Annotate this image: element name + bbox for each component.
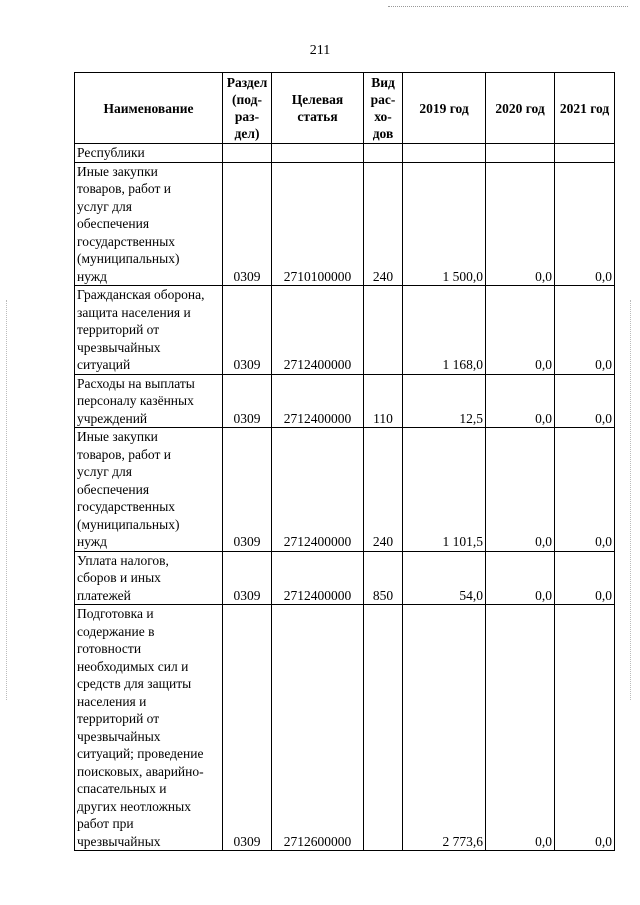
left-margin-dots bbox=[6, 300, 7, 700]
row-2021: 0,0 bbox=[555, 551, 615, 605]
header-type bbox=[364, 73, 403, 144]
continuation-row bbox=[75, 144, 615, 163]
row-name-line: товаров, работ и bbox=[77, 181, 171, 196]
row-2020: 0,0 bbox=[486, 162, 555, 286]
row-section: 0309 bbox=[223, 286, 272, 375]
row-target: 2712400000 bbox=[272, 374, 364, 428]
row-2019: 54,0 bbox=[403, 551, 486, 605]
row-name-line: Иные закупки bbox=[77, 163, 158, 179]
row-target: 2712600000 bbox=[272, 605, 364, 851]
header-target-line: статья bbox=[297, 109, 338, 124]
row-name-line: населения и bbox=[77, 693, 147, 709]
row-target: 2712400000 bbox=[272, 286, 364, 375]
row-2021: 0,0 bbox=[555, 605, 615, 851]
cell-empty bbox=[272, 144, 364, 163]
cell-empty bbox=[223, 144, 272, 163]
row-name-line: чрезвычайных bbox=[77, 339, 161, 355]
row-name-line: содержание в bbox=[77, 623, 155, 639]
row-target: 2712400000 bbox=[272, 551, 364, 605]
row-name-line: государственных bbox=[77, 499, 176, 514]
row-name-line: спасательных и bbox=[77, 781, 167, 796]
row-name-line: других неотложных bbox=[77, 798, 191, 814]
row-name-line: платежей bbox=[77, 587, 131, 603]
row-type bbox=[364, 286, 403, 375]
row-name-line: Иные закупки bbox=[77, 429, 158, 444]
row-name-line: сборов и иных bbox=[77, 570, 161, 585]
row-2020: 0,0 bbox=[486, 286, 555, 375]
row-name-line: ситуаций; проведение bbox=[77, 746, 204, 761]
row-2020: 0,0 bbox=[486, 551, 555, 605]
row-section: 0309 bbox=[223, 374, 272, 428]
row-name-line: работ при bbox=[77, 816, 134, 831]
row-2019: 1 101,5 bbox=[403, 428, 486, 552]
header-section-line: дел) bbox=[234, 126, 260, 141]
row-type: 850 bbox=[364, 551, 403, 605]
header-name: Наименование bbox=[75, 73, 223, 144]
budget-table bbox=[74, 72, 615, 851]
row-name-line: средств для защиты bbox=[77, 676, 192, 691]
table-row bbox=[75, 605, 615, 851]
cell-empty bbox=[486, 144, 555, 163]
right-margin-dots bbox=[630, 300, 631, 700]
row-name-line: ситуаций bbox=[77, 357, 131, 372]
continuation-name: Республики bbox=[75, 144, 223, 163]
row-name-line: услуг для bbox=[77, 464, 132, 479]
row-name-line: услуг для bbox=[77, 198, 132, 214]
row-name-line: обеспечения bbox=[77, 216, 150, 231]
row-name-line: государственных bbox=[77, 233, 176, 249]
row-name bbox=[75, 551, 223, 605]
cell-empty bbox=[403, 144, 486, 163]
table-row bbox=[75, 428, 615, 552]
header-type-line: дов bbox=[372, 126, 394, 141]
header-target bbox=[272, 73, 364, 144]
cell-empty bbox=[364, 144, 403, 163]
row-section: 0309 bbox=[223, 551, 272, 605]
row-name-line: защита населения и bbox=[77, 304, 191, 320]
header-2021: 2021 год bbox=[555, 73, 615, 144]
row-2020: 0,0 bbox=[486, 374, 555, 428]
row-name-line: чрезвычайных bbox=[77, 728, 161, 744]
row-name-line: нужд bbox=[77, 268, 107, 284]
page-number: 211 bbox=[309, 43, 331, 58]
header-target-line: Целевая bbox=[291, 92, 344, 107]
row-name-line: персоналу казённых bbox=[77, 393, 194, 408]
header-type-line: рас- bbox=[370, 92, 396, 107]
header-2019: 2019 год bbox=[403, 73, 486, 144]
row-name-line: Гражданская оборона, bbox=[77, 287, 205, 302]
table-row bbox=[75, 374, 615, 428]
header-row bbox=[75, 73, 615, 144]
cell-empty bbox=[555, 144, 615, 163]
row-name-line: учреждений bbox=[77, 410, 148, 426]
row-name-line: Расходы на выплаты bbox=[77, 375, 195, 391]
row-2019: 1 168,0 bbox=[403, 286, 486, 375]
row-type: 110 bbox=[364, 374, 403, 428]
row-2020: 0,0 bbox=[486, 605, 555, 851]
row-target: 2710100000 bbox=[272, 162, 364, 286]
row-name-line: необходимых сил и bbox=[77, 658, 189, 674]
header-section-line: (под- bbox=[232, 92, 262, 107]
header-type-line: Вид bbox=[371, 75, 395, 90]
header-section-line: раз- bbox=[234, 109, 260, 124]
row-name-line: поисковых, аварийно- bbox=[77, 763, 204, 779]
row-section: 0309 bbox=[223, 162, 272, 286]
row-2021: 0,0 bbox=[555, 374, 615, 428]
row-2019: 2 773,6 bbox=[403, 605, 486, 851]
header-section-line: Раздел bbox=[226, 75, 268, 90]
row-2021: 0,0 bbox=[555, 162, 615, 286]
header-type-line: хо- bbox=[374, 109, 392, 124]
row-name bbox=[75, 605, 223, 851]
row-name bbox=[75, 286, 223, 375]
row-name bbox=[75, 162, 223, 286]
header-section bbox=[223, 73, 272, 144]
table-row bbox=[75, 286, 615, 375]
row-name-line: товаров, работ и bbox=[77, 446, 171, 462]
table-row bbox=[75, 551, 615, 605]
row-target: 2712400000 bbox=[272, 428, 364, 552]
row-name-line: обеспечения bbox=[77, 481, 150, 497]
row-name-line: нужд bbox=[77, 534, 107, 549]
row-name-line: (муниципальных) bbox=[77, 251, 180, 266]
row-2021: 0,0 bbox=[555, 428, 615, 552]
row-2019: 1 500,0 bbox=[403, 162, 486, 286]
row-type: 240 bbox=[364, 428, 403, 552]
row-section: 0309 bbox=[223, 605, 272, 851]
row-name-line: (муниципальных) bbox=[77, 516, 180, 532]
row-name-line: Подготовка и bbox=[77, 606, 154, 621]
row-2021: 0,0 bbox=[555, 286, 615, 375]
row-name-line: чрезвычайных bbox=[77, 833, 161, 849]
row-2020: 0,0 bbox=[486, 428, 555, 552]
row-type: 240 bbox=[364, 162, 403, 286]
row-name bbox=[75, 374, 223, 428]
table-row bbox=[75, 162, 615, 286]
row-type bbox=[364, 605, 403, 851]
row-name-line: готовности bbox=[77, 641, 142, 656]
row-name-line: территорий от bbox=[77, 322, 160, 337]
row-section: 0309 bbox=[223, 428, 272, 552]
row-name-line: территорий от bbox=[77, 711, 160, 726]
header-2020: 2020 год bbox=[486, 73, 555, 144]
top-edge-rule bbox=[388, 6, 628, 7]
row-name-line: Уплата налогов, bbox=[77, 552, 169, 568]
row-2019: 12,5 bbox=[403, 374, 486, 428]
row-name bbox=[75, 428, 223, 552]
